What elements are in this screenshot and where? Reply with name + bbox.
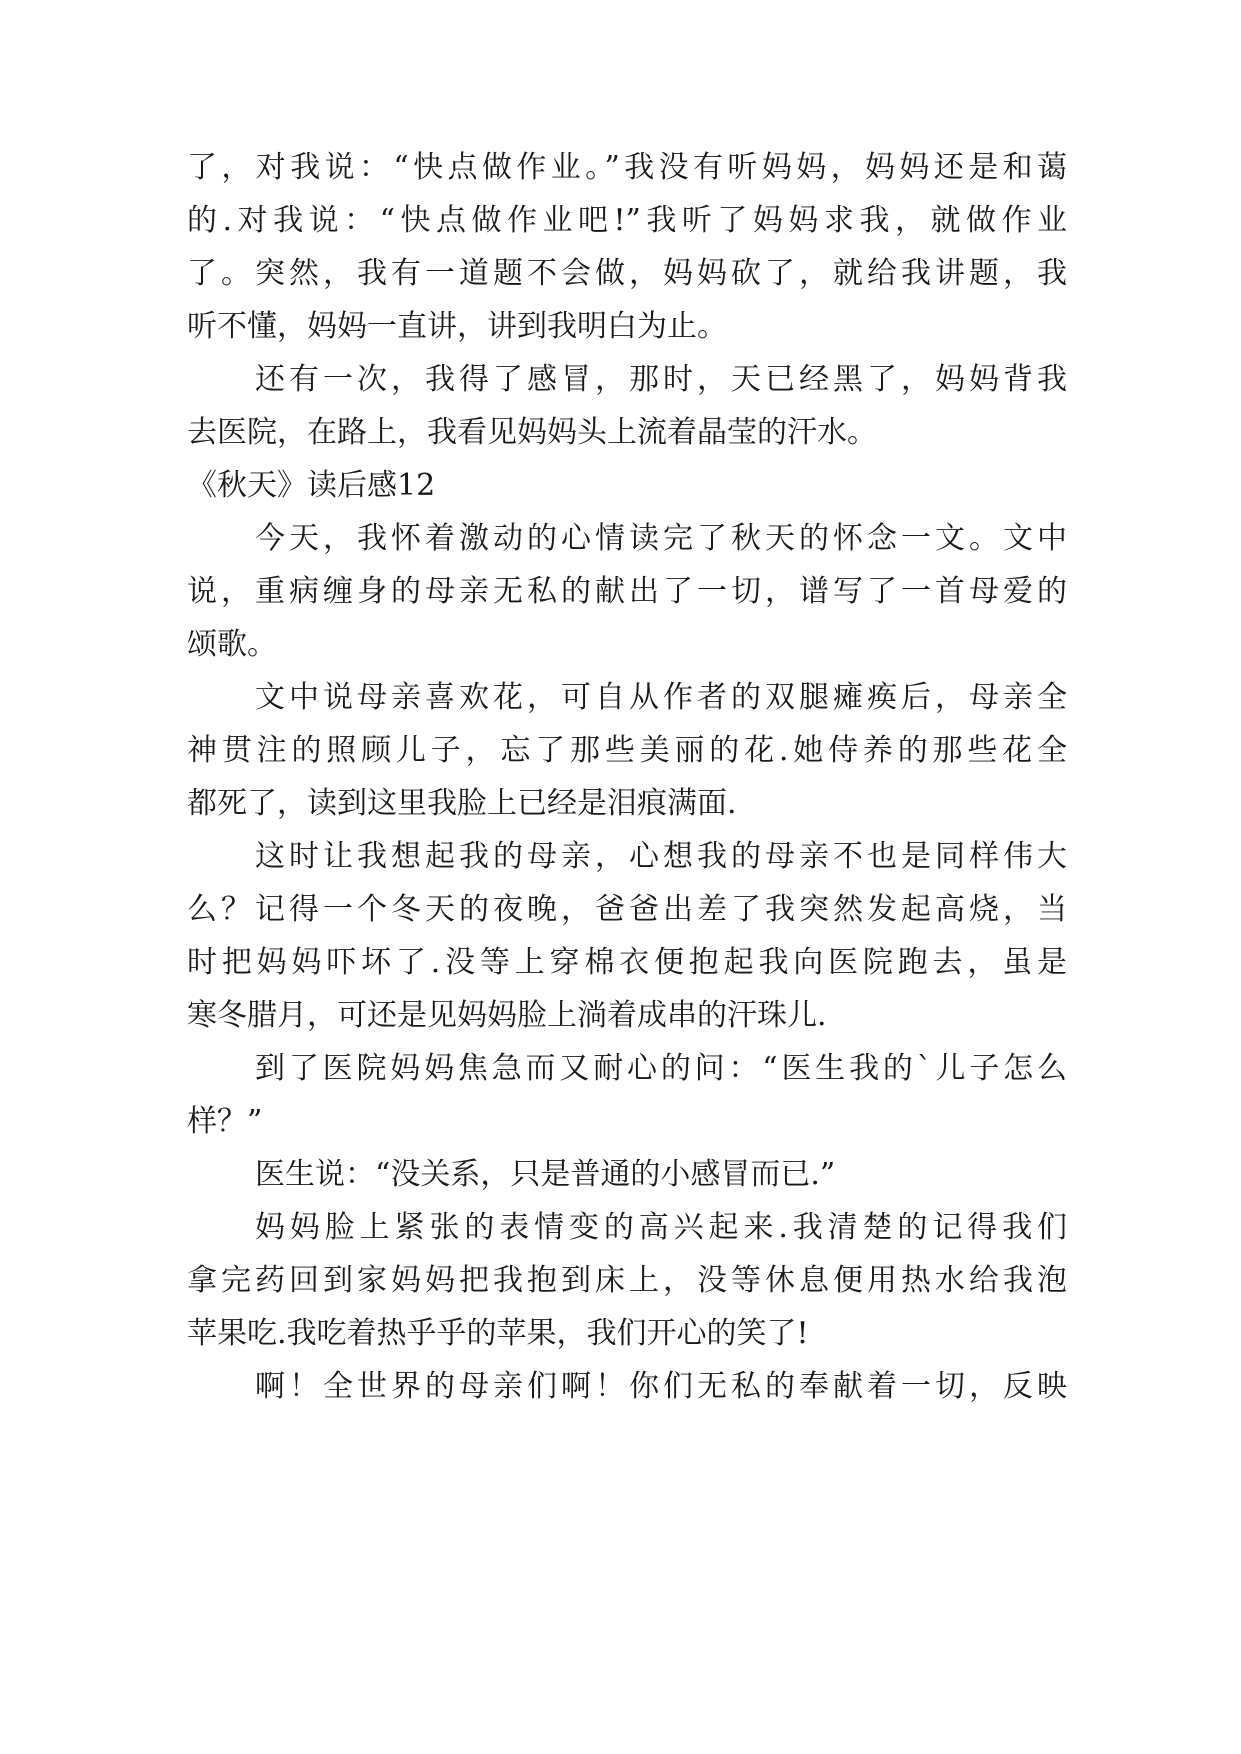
text-line: 到了医院妈妈焦急而又耐心的问：“医生我的`儿子怎么 [255,1051,1067,1086]
text-line: 苹果吃.我吃着热乎乎的苹果，我们开心的笑了! [187,1316,809,1351]
text-line: 医生说：“没关系，只是普通的小感冒而已.” [255,1157,836,1192]
text-line: 么？记得一个冬天的夜晚，爸爸出差了我突然发起高烧，当 [187,892,1067,927]
text-line: 神贯注的照顾儿子，忘了那些美丽的花.她侍养的那些花全 [187,733,1067,768]
text-line: 听不懂，妈妈一直讲，讲到我明白为止。 [187,309,727,344]
text-line: 的.对我说：“快点做作业吧!”我听了妈妈求我，就做作业 [187,203,1067,238]
text-line: 了。突然，我有一道题不会做，妈妈砍了，就给我讲题，我 [187,256,1067,291]
text-line: 颂歌。 [187,627,277,662]
text-line: 妈妈脸上紧张的表情变的高兴起来.我清楚的记得我们 [255,1210,1067,1245]
text-line: 拿完药回到家妈妈把我抱到床上，没等休息便用热水给我泡 [187,1263,1067,1298]
text-line: 说，重病缠身的母亲无私的献出了一切，谱写了一首母爱的 [187,574,1067,609]
text-line: 这时让我想起我的母亲，心想我的母亲不也是同样伟大 [255,839,1067,874]
text-line: 今天，我怀着激动的心情读完了秋天的怀念一文。文中 [255,521,1067,556]
text-line: 去医院，在路上，我看见妈妈头上流着晶莹的汗水。 [187,415,877,450]
section-heading: 《秋天》读后感12 [187,468,436,503]
text-line: 还有一次，我得了感冒，那时，天已经黑了，妈妈背我 [255,362,1067,397]
text-line: 时把妈妈吓坏了.没等上穿棉衣便抱起我向医院跑去，虽是 [187,945,1067,980]
text-line: 样？” [187,1104,263,1139]
text-line: 了，对我说：“快点做作业。”我没有听妈妈，妈妈还是和蔼 [187,150,1067,185]
text-line: 都死了，读到这里我脸上已经是泪痕满面. [187,786,737,821]
text-line: 寒冬腊月，可还是见妈妈脸上淌着成串的汗珠儿. [187,998,827,1033]
text-line: 文中说母亲喜欢花，可自从作者的双腿瘫痪后，母亲全 [255,680,1067,715]
text-line: 啊！全世界的母亲们啊！你们无私的奉献着一切，反映 [255,1369,1067,1404]
